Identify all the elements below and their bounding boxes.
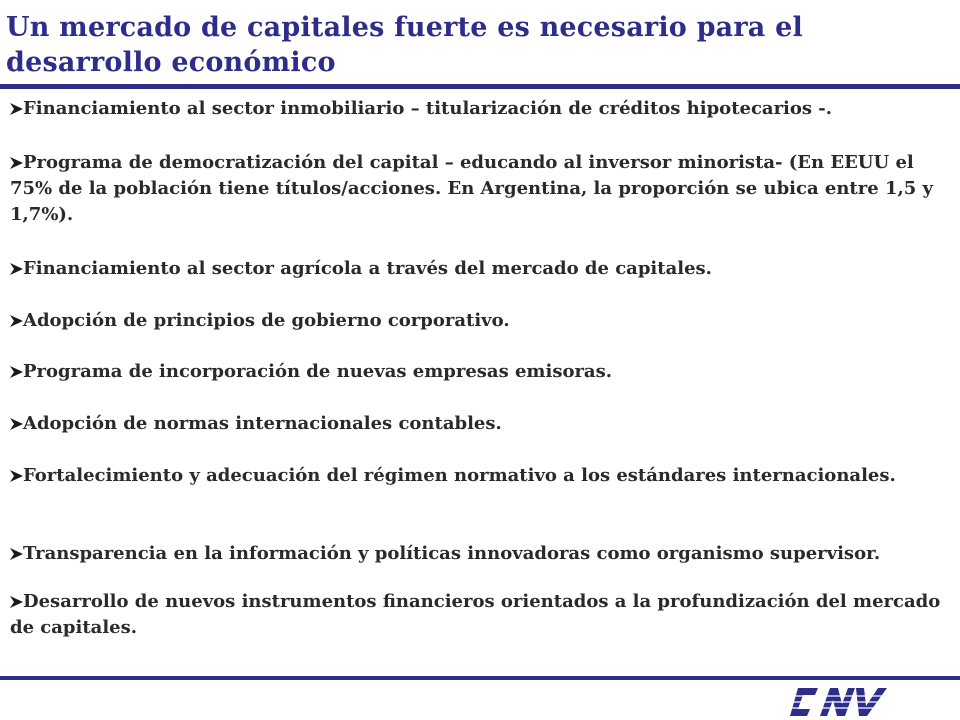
arrow-right-icon — [10, 263, 23, 275]
arrow-right-icon — [10, 470, 23, 482]
arrow-right-icon — [10, 418, 23, 430]
bullet-text: Financiamiento al sector inmobiliario – titularización de créditos hipotecarios -. — [23, 98, 833, 119]
arrow-right-icon — [10, 315, 23, 327]
footer-divider — [0, 676, 960, 680]
arrow-right-icon — [10, 366, 23, 378]
arrow-right-icon — [10, 157, 23, 169]
title-divider — [0, 84, 960, 89]
bullet-item — [10, 411, 956, 437]
bullet-text: Adopción de normas internacionales contables. — [23, 413, 502, 434]
bullet-item — [10, 308, 956, 334]
arrow-right-icon — [10, 596, 23, 608]
bullet-item — [10, 150, 956, 228]
bullet-item — [10, 359, 956, 385]
arrow-right-icon — [10, 548, 23, 560]
arrow-right-icon — [10, 103, 23, 115]
bullet-item — [10, 541, 956, 567]
bullet-item — [10, 256, 956, 282]
bullet-item — [10, 463, 956, 489]
bullet-item — [10, 589, 956, 641]
bullet-text: Desarrollo de nuevos instrumentos financieros orientados a la profundización del mercado de capitales. — [10, 591, 941, 638]
bullet-item — [10, 96, 956, 122]
cnv-logo — [784, 684, 894, 720]
bullet-text: Fortalecimiento y adecuación del régimen normativo a los estándares internacionales. — [23, 465, 896, 486]
bullet-text: Programa de democratización del capital – educando al inversor minorista- (En EEUU el 75% de la población tiene títulos/acciones. En Argentina, la proporción se ubica entre 1,5 y 1,7%). — [10, 152, 933, 225]
bullet-text: Programa de incorporación de nuevas empresas emisoras. — [23, 361, 612, 382]
bullet-text: Transparencia en la información y políticas innovadoras como organismo supervisor. — [23, 543, 881, 564]
bullet-text: Financiamiento al sector agrícola a través del mercado de capitales. — [23, 258, 712, 279]
slide-title: Un mercado de capitales fuerte es necesario para el desarrollo económico — [6, 12, 803, 78]
bullet-text: Adopción de principios de gobierno corporativo. — [23, 310, 510, 331]
